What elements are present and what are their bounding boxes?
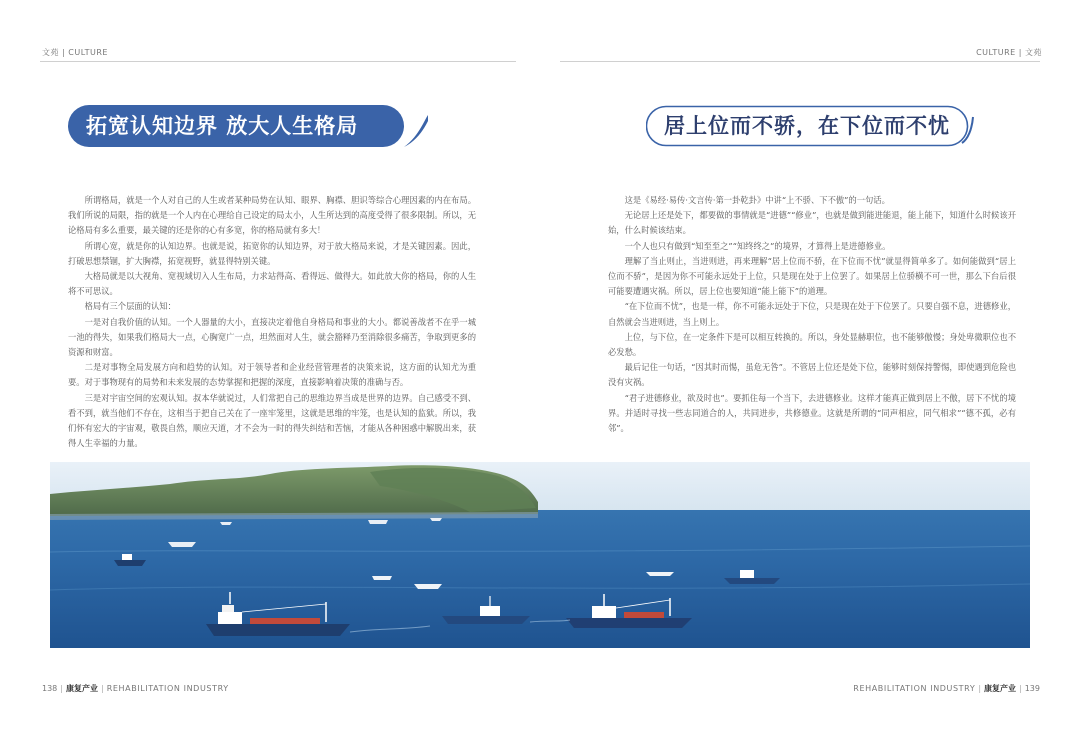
right-paragraph-7: 最后记住一句话，“因其时而惕，虽危无咎”。不管居上位还是处下位，能够时刻保持警惕，即使遇到危险也没有灾祸。 [608, 362, 1016, 388]
left-article-title: 拓宽认知边界 放大人生格局 [86, 113, 359, 138]
left-paragraph-2: 所谓心宽，就是你的认知边界。也就是说，拓宽你的认知边界，对于放大格局来说，才是关键因素。因此，打破思想禁锢，扩大胸襟，拓宽视野，就显得特别关键。 [68, 240, 476, 266]
left-paragraph-4: 格局有三个层面的认知： [84, 301, 176, 312]
left-paragraph-6: 二是对事物全局发展方向和趋势的认知。对于领导者和企业经营管理者的决策来说，这方面的认知尤为重要。对于事物现有的局势和未来发展的态势掌握和把握的深度，直接影响着决策的准确与否。 [68, 362, 476, 388]
right-paragraph-1: 这是《易经·易传·文言传·第一卦乾卦》中讲“上不骄、下不傲”的一句话。 [624, 195, 890, 205]
right-paragraph-2: 无论居上还是处下，都要做的事情就是“进德”“修业”，也就是做到能进能退，能上能下，知道什么时候该开始，什么时候该结束。 [608, 210, 1016, 236]
publication-english-left: REHABILITATION INDUSTRY [106, 684, 229, 693]
left-paragraph-3: 大格局就是以大视角、宽视域切入人生布局，力求站得高、看得远、做得大。如此放大你的格局，你的人生将不可思议。 [68, 271, 476, 297]
left-paragraph-5: 一是对自我价值的认知。一个人器量的大小，直接决定着他自身格局和事业的大小。都说善战者不在乎一城一池的得失，如果我们格局大一点，心胸宽广一点，坦然面对人生，就会豁释乃至消除很多痛苦，争取到更多的资源和财富。 [68, 316, 476, 358]
footer-right: REHABILITATION INDUSTRY | 康复产业 | 139 [853, 684, 1040, 693]
left-paragraph-1: 所谓格局，就是一个人对自己的人生或者某种局势在认知、眼界、胸襟、胆识等综合心理因素的内在布局。我们所说的局限，指的就是一个人内在心理给自己设定的局太小，人生所达到的高度受得了很多限制。所以，无论格局有多么重要，最关键的还是你的心有多宽，你的格局就有多大！ [68, 195, 476, 236]
right-paragraph-8: “君子进德修业，欲及时也”。要抓住每一个当下，去进德修业。这样才能真正做到居上不傲，居下不忧的境界。并适时寻找一些志同道合的人，共同进步，共修德业。这就是所谓的“同声相应，同气相求”“德不孤，必有邻”。 [608, 392, 1016, 434]
section-tag-right: CULTURE | 文苑 [976, 48, 1042, 57]
sea-boats-photo [50, 462, 1030, 648]
section-tag-left: 文苑 | CULTURE [42, 48, 108, 57]
right-paragraph-6: 上位，与下位，在一定条件下是可以相互转换的。所以，身处显赫职位，也不能够傲慢；身处卑微职位也不必发愁。 [608, 331, 1016, 358]
right-paragraph-3: 一个人也只有做到“知至至之”“知终终之”的境界，才算得上是进德修业。 [624, 240, 891, 251]
left-article-body [68, 193, 476, 451]
publication-name-right: 康复产业 [984, 684, 1017, 693]
header-divider-left [40, 61, 516, 62]
right-article-body [608, 193, 1016, 436]
page-number-right: 139 [1024, 684, 1040, 693]
left-title-banner [68, 105, 428, 147]
left-paragraph-7: 三是对宇宙空间的宏观认知。叔本华就说过，人们常把自己的思维边界当成是世界的边界。自己感受不到、看不到，就当他们不存在，这相当于把自己关在了一座牢笼里，这就是思维的牢笼，也是认知的监狱。所以，我们怀有宏大的宇宙观，敬畏自然，顺应天道，才不会为一时的得失纠结和苦恼，才能从各种困惑中解脱出来，获得人生幸福的力量。 [68, 392, 476, 449]
right-paragraph-5: “在下位而不忧”，也是一样，你不可能永远处于下位，只是现在处于下位罢了。只要自强不息，进德修业，自然就会当进则进，当上则上。 [608, 301, 1016, 327]
sea-scene-illustration [50, 462, 1030, 648]
boat-small-mid [168, 542, 196, 547]
publication-name-left: 康复产业 [65, 684, 98, 693]
page-number-left: 138 [42, 684, 58, 693]
right-article-title: 居上位而不骄，在下位而不忧 [664, 113, 950, 138]
publication-english-right: REHABILITATION INDUSTRY [853, 684, 976, 693]
header-divider-right [560, 61, 1040, 62]
right-title-banner [646, 105, 974, 147]
right-paragraph-4: 理解了当止则止，当进则进，再来理解“居上位而不骄，在下位而不忧”就显得简单多了。如何能做到“居上位而不骄”，是因为你不可能永远处于上位，只是现在处于上位罢了。如果居上位骄横不可一世，那么下台后很可能要遭遇灾祸。所以，居上位也要知道“能上能下”的道理。 [608, 255, 1016, 297]
footer-left: 138 | 康复产业 | REHABILITATION INDUSTRY [42, 684, 229, 693]
